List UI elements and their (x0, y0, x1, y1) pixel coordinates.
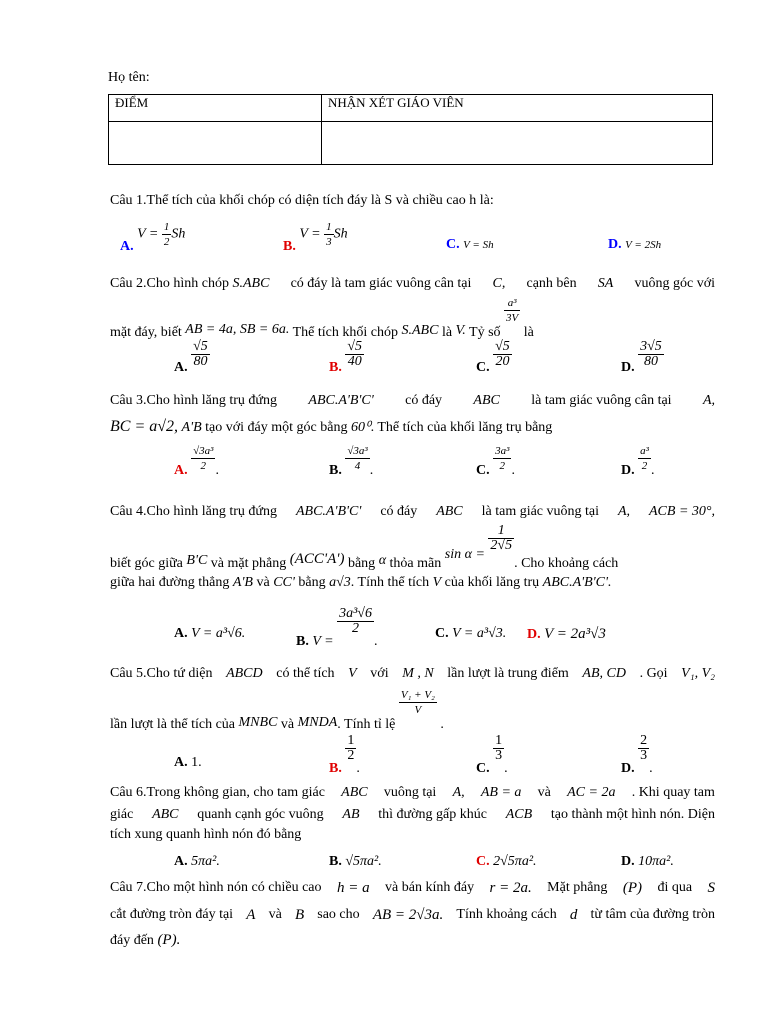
q4-option-c[interactable]: C. V = a³√3. (435, 626, 507, 641)
q1-option-a[interactable]: A. V = $\frac{1}{2}$ Sh (120, 221, 186, 254)
q2-line1: Câu 2.Cho hình chóp S.ABC có đáy là tam giác vuông cân tại C, cạnh bên SA vuông góc với (110, 276, 715, 291)
q6-line3: tích xung quanh hình nón đó bằng (110, 827, 302, 842)
q1-option-d[interactable]: D. V = 2Sh (608, 237, 662, 252)
option-letter: A. (120, 238, 134, 254)
q7-line2: cắt đường tròn đáy tại A và B sao cho AB = 2√3a. Tính khoảng cách d từ tâm của đường tròn (110, 907, 715, 923)
q6-option-b[interactable]: B. √5πa². (329, 854, 382, 869)
q6-option-a[interactable]: A. 5πa². (174, 854, 220, 869)
q6-line2: giác ABC quanh cạnh góc vuông AB thì đường gấp khúc ACB tạo thành một hình nón. Diện (110, 807, 715, 822)
q3-option-b[interactable]: B. $\frac{\text{√3a³}}{4}$ . (329, 445, 374, 478)
option-letter: D. (608, 237, 622, 252)
q4-line3: giữa hai đường thẳng A'B và CC' bằng a√3. Tính thể tích V của khối lăng trụ ABC.A'B'C'. (110, 575, 612, 590)
q3-line1: Câu 3.Cho hình lăng trụ đứng ABC.A'B'C' có đáy ABC là tam giác vuông cân tại A, (110, 393, 715, 408)
q2-option-a[interactable]: A. $\frac{√5}{80}$ (174, 339, 208, 375)
q2-line2: mặt đáy, biết AB = 4a, SB = 6a. Thể tích khối chóp S.ABC là V. Tỷ số $\frac{\text{a³}}{3V}$ là (110, 297, 534, 340)
comment-cell[interactable] (322, 122, 713, 165)
name-label: Họ tên: (108, 70, 150, 85)
q3-option-c[interactable]: C. $\frac{\text{3a³}}{2}$ . (476, 445, 515, 478)
q6-option-c[interactable]: C. 2√5πa². (476, 854, 537, 869)
q3-line2: BC = a√2, A'B tạo với đáy một góc bằng 60⁰. Thể tích của khối lăng trụ bằng (110, 418, 553, 435)
q5-option-d[interactable]: D. $\frac{2}{3}$ . (621, 733, 653, 776)
comment-header: NHẬN XÉT GIÁO VIÊN (322, 95, 713, 122)
q2-option-b[interactable]: B. $\frac{√5}{40}$ (329, 339, 363, 375)
q2-option-d[interactable]: D. $\frac{3√5}{80}$ (621, 339, 662, 375)
q4-option-b[interactable]: B. V = $\frac{\text{3a³√6}}{2}$ . (296, 606, 378, 649)
q5-option-c[interactable]: C. $\frac{1}{3}$ . (476, 733, 508, 776)
q4-option-d[interactable]: D. V = 2a³√3 (527, 626, 606, 642)
q5-option-b[interactable]: B. $\frac{1}{2}$ . (329, 733, 360, 776)
option-letter: C. (446, 237, 460, 252)
q4-line2: biết góc giữa B'C và mặt phẳng (ACC'A') bằng α thỏa mãn sin α = $\frac{1}{2√5}$ . Cho khoảng cách (110, 523, 619, 571)
q4-option-a[interactable]: A. V = a³√6. (174, 626, 246, 641)
q3-option-d[interactable]: D. $\frac{\text{a³}}{2}$ . (621, 445, 655, 478)
score-header: ĐIỂM (109, 95, 322, 122)
q1-option-c[interactable]: C. V = Sh (446, 237, 494, 252)
q7-line1: Câu 7.Cho một hình nón có chiều cao h = a và bán kính đáy r = 2a. Mặt phẳng (P) đi qua S (110, 880, 715, 896)
q1-option-b[interactable]: B. V = $\frac{1}{3}$ Sh (283, 221, 348, 254)
q4-line1: Câu 4.Cho hình lăng trụ đứng ABC.A'B'C' có đáy ABC là tam giác vuông tại A, ACB = 30°, (110, 504, 715, 519)
q1-stem: Câu 1.Thể tích của khối chóp có diện tích đáy là S và chiều cao h là: (110, 193, 494, 208)
q6-line1: Câu 6.Trong không gian, cho tam giác ABC vuông tại A, AB = a và AC = 2a . Khi quay tam (110, 785, 715, 800)
score-table (108, 94, 713, 165)
option-letter: B. (283, 238, 296, 254)
q6-option-d[interactable]: D. 10πa². (621, 854, 674, 869)
score-cell[interactable] (109, 122, 322, 165)
q7-line3: đáy đến (P). (110, 932, 181, 948)
q5-line2: lần lượt là thể tích của MNBC và MNDA. Tính tỉ lệ $\frac{\text{V₁ + V₂}}{V}$ . (110, 689, 444, 732)
q5-option-a[interactable]: A. 1. (174, 755, 202, 770)
q3-option-a[interactable]: A. $\frac{\text{√3a³}}{2}$ . (174, 445, 219, 478)
q5-line1: Câu 5.Cho tứ diện ABCD có thể tích V với M , N lần lượt là trung điểm AB, CD . Gọi V₁, V₂ (110, 666, 715, 681)
q2-option-c[interactable]: C. $\frac{√5}{20}$ (476, 339, 510, 375)
